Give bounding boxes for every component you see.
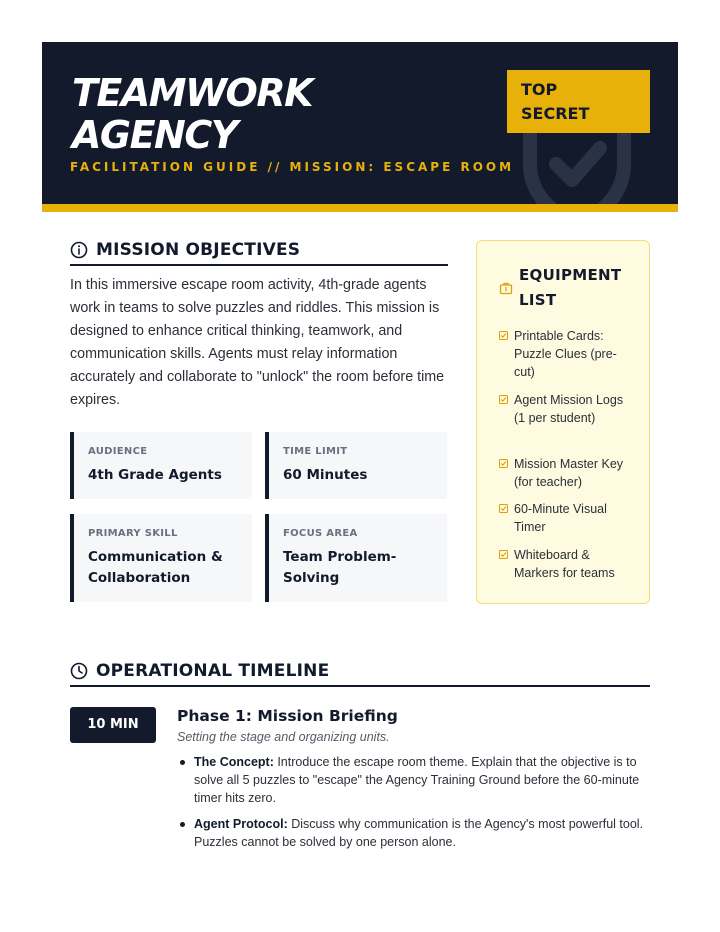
card-value: Team Problem-Solving — [283, 549, 397, 586]
section-heading-objectives — [70, 240, 448, 266]
header-banner — [42, 42, 678, 204]
card-label: FOCUS AREA — [283, 528, 358, 539]
card-label: TIME LIMIT — [283, 446, 348, 457]
list-item — [499, 500, 632, 536]
card-label: AUDIENCE — [88, 446, 148, 457]
checkbox-checked-icon — [499, 395, 508, 404]
page-title — [72, 72, 312, 156]
clock-icon — [70, 662, 88, 680]
list-item — [178, 753, 648, 807]
phase-title: Phase 1: Mission Briefing — [177, 707, 398, 725]
card-value: Communication & Collaboration — [88, 549, 223, 586]
card-value: 4th Grade Agents — [88, 467, 222, 483]
equipment-panel — [476, 240, 650, 604]
equipment-item-text: Whiteboard & Markers for teams — [514, 548, 615, 580]
phase-duration-badge: 10 MIN — [70, 707, 156, 743]
equipment-item-text: Agent Mission Logs (1 per student) — [514, 393, 624, 425]
info-card-audience — [70, 432, 252, 499]
list-item — [499, 546, 632, 582]
info-card-primary-skill — [70, 514, 252, 602]
title-line-2: AGENCY — [72, 113, 237, 157]
bullet-label: Agent Protocol: — [194, 817, 288, 831]
bullet-label: The Concept: — [194, 755, 274, 769]
page-subtitle: FACILITATION GUIDE // MISSION: ESCAPE ROOM — [70, 160, 515, 174]
bullet-text: Introduce the escape room theme. Explain that the objective is to solve all 5 puzzles to "escape" the Agency Training Ground before the 60-minute timer hits zero. — [194, 755, 640, 805]
checkbox-checked-icon — [499, 331, 508, 340]
briefcase-icon — [499, 281, 513, 295]
stamp-line-2: SECRET — [521, 104, 590, 123]
section-heading-timeline — [70, 661, 650, 687]
section-title: MISSION OBJECTIVES — [96, 240, 301, 260]
checkbox-checked-icon — [499, 504, 508, 513]
bullet-text: Discuss why communication is the Agency's most powerful tool. Puzzles cannot be solved by one person alone. — [194, 817, 644, 849]
list-item — [499, 455, 632, 491]
phase-bullet-list — [178, 753, 648, 859]
equipment-item-text: Mission Master Key (for teacher) — [514, 457, 624, 489]
stamp-line-1: TOP — [521, 80, 558, 99]
header-accent-bar — [42, 204, 678, 212]
card-value: 60 Minutes — [283, 467, 368, 483]
info-card-time-limit — [265, 432, 447, 499]
title-line-1: TEAMWORK — [72, 71, 313, 115]
phase-subtitle: Setting the stage and organizing units. — [177, 730, 390, 744]
checkbox-checked-icon — [499, 550, 508, 559]
card-label: PRIMARY SKILL — [88, 528, 178, 539]
list-item — [499, 391, 632, 427]
list-item — [499, 327, 632, 381]
equipment-title: EQUIPMENT LIST — [519, 266, 622, 309]
equipment-item-text: Printable Cards: Puzzle Clues (pre-cut) — [514, 329, 617, 379]
section-title: OPERATIONAL TIMELINE — [96, 661, 330, 681]
checkbox-checked-icon — [499, 459, 508, 468]
list-item — [178, 815, 648, 851]
info-circle-icon — [70, 241, 88, 259]
top-secret-stamp — [507, 70, 650, 133]
intro-paragraph: In this immersive escape room activity, 4th-grade agents work in teams to solve puzzles and riddles. This mission is designed to enhance critical thinking, teamwork, and communication skills. Agents must relay information accurately and collaborate to "unlock" the room before time expires. — [70, 277, 445, 408]
info-card-focus-area — [265, 514, 447, 602]
equipment-item-text: 60-Minute Visual Timer — [514, 502, 607, 534]
